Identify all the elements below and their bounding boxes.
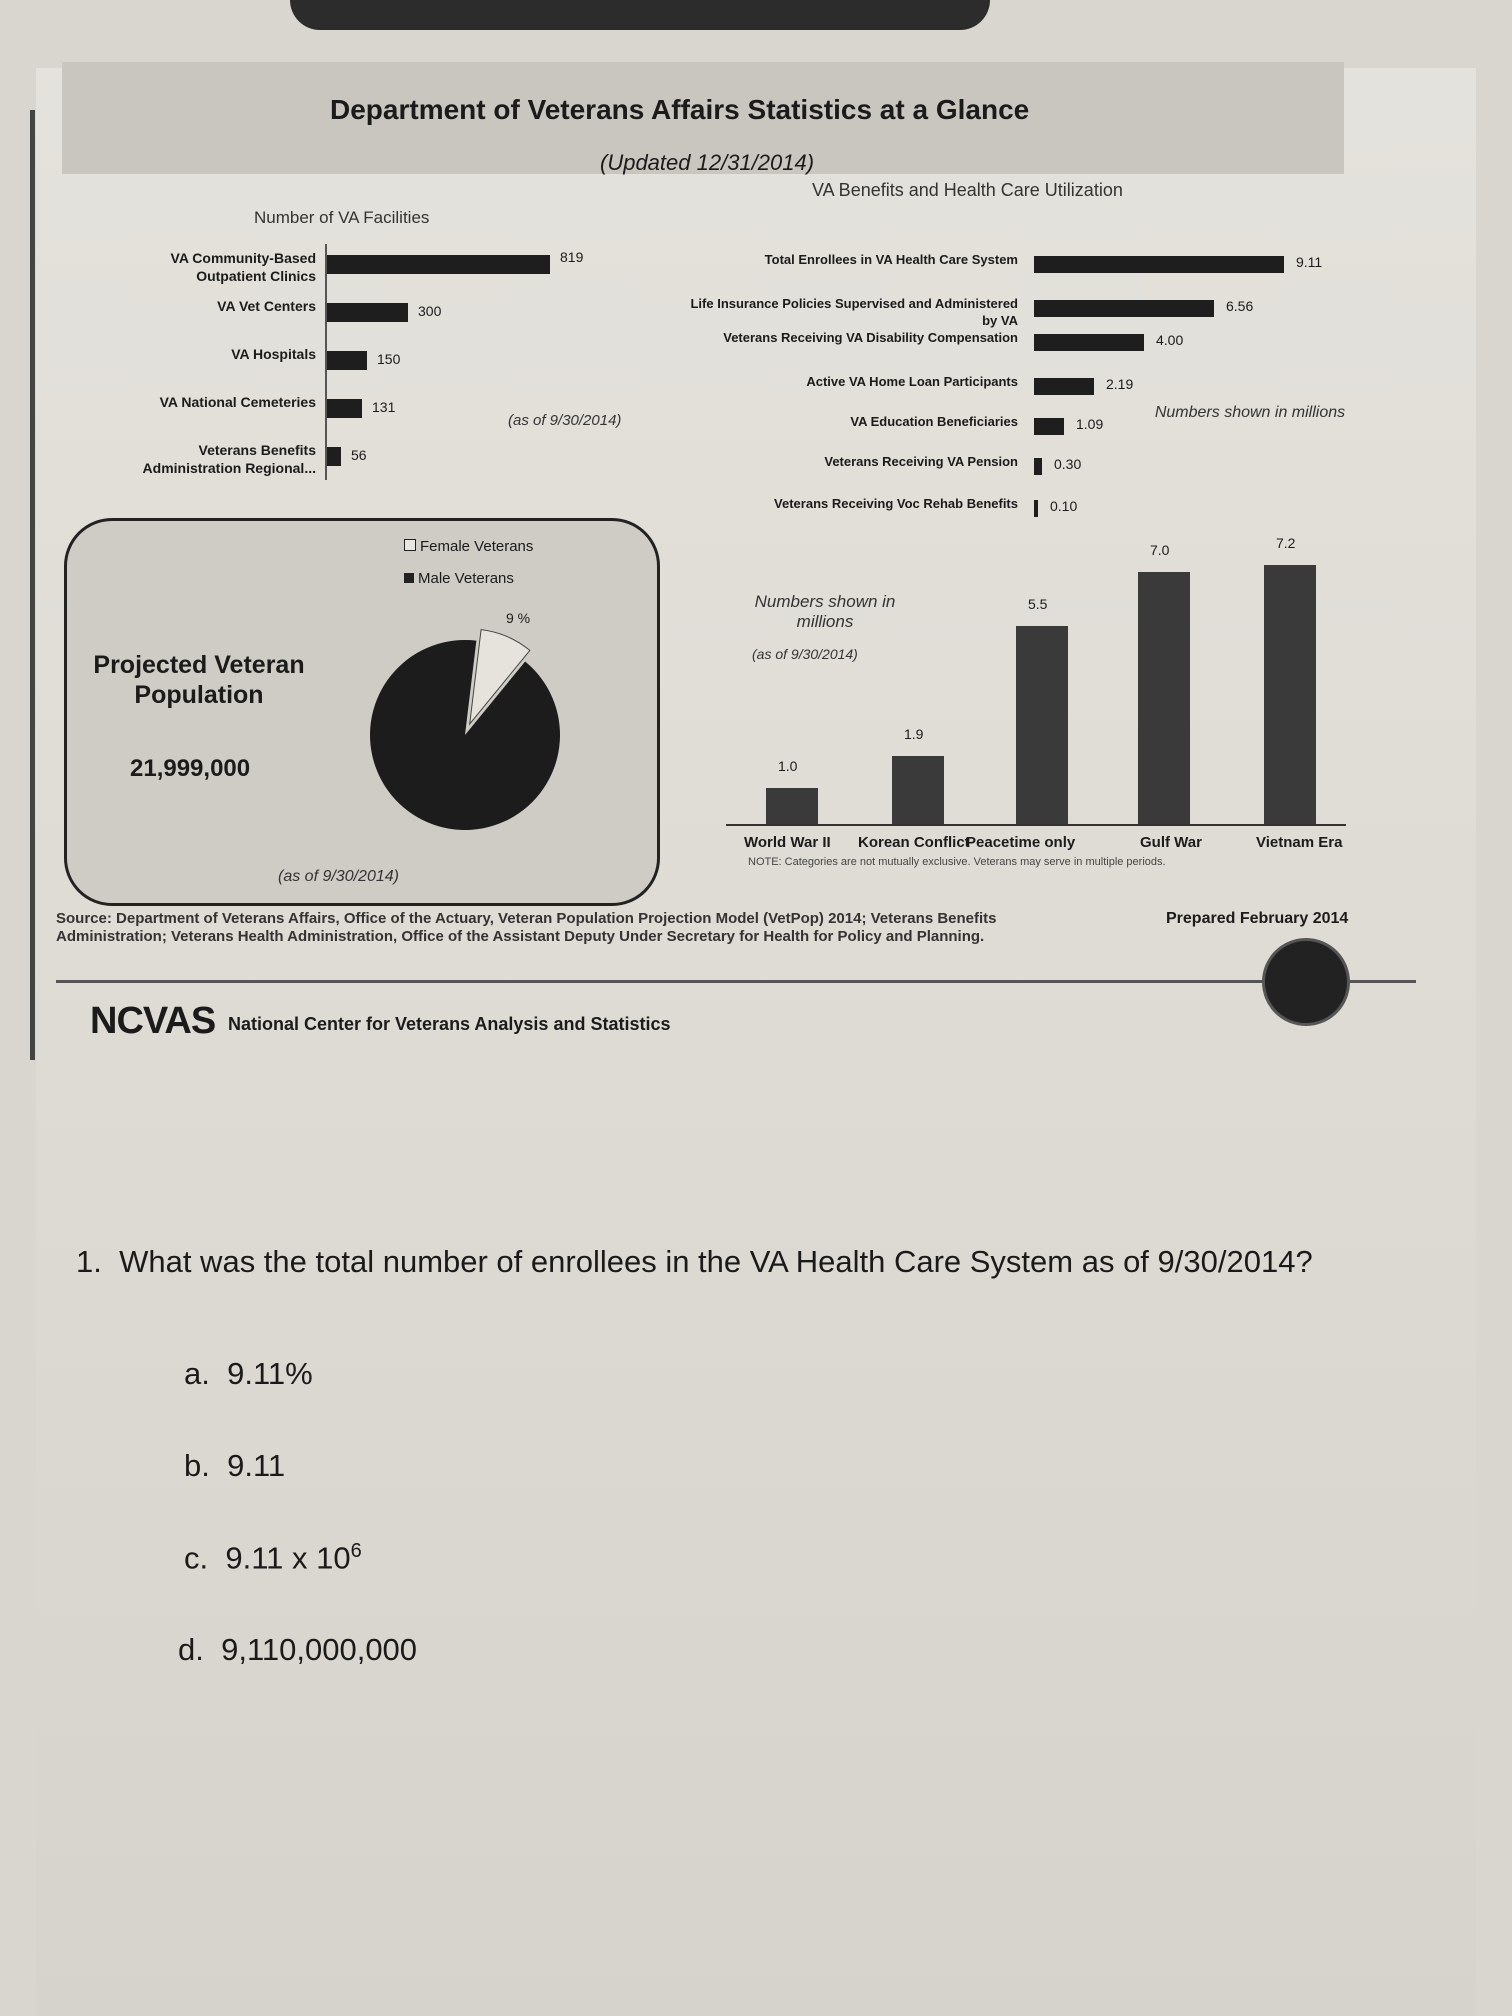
era-bar [766,788,818,824]
legend-female-swatch [404,539,416,551]
population-as-of: (as of 9/30/2014) [278,868,399,885]
benefit-value: 6.56 [1226,298,1254,314]
footer-rule [56,980,1416,983]
era-as-of: (as of 9/30/2014) [752,646,858,662]
era-value: 1.9 [904,726,924,742]
era-category: Gulf War [1140,834,1202,851]
prepared-date: Prepared February 2014 [1166,910,1349,927]
page-title: Department of Veterans Affairs Statistics at a Glance [330,94,1030,125]
benefit-label: Active VA Home Loan Participants [806,374,1018,389]
benefit-label: VA Education Beneficiaries [850,414,1018,429]
benefit-bar [1034,300,1214,317]
facility-bar [326,447,341,466]
page-subtitle: (Updated 12/31/2014) [600,150,815,175]
option-a: a. 9.11% [184,1356,313,1391]
ncvas-logo: NCVAS [90,1000,216,1042]
facility-bar [326,351,367,370]
facility-label: VA Hospitals [231,346,316,362]
legend-male: Male Veterans [404,570,514,587]
facility-value: 819 [560,249,584,265]
era-category: Vietnam Era [1256,834,1343,851]
facility-label: Veterans Benefits Administration Regional... [142,442,316,476]
era-axis [726,824,1346,826]
question [76,1244,1313,1280]
pie-slice-male [370,640,560,830]
era-bar [1264,565,1316,824]
photo-shadow [290,0,990,30]
benefit-label: Veterans Receiving VA Disability Compensation [723,330,1018,345]
benefit-value: 0.30 [1054,456,1082,472]
benefit-label: Total Enrollees in VA Health Care System [764,252,1018,267]
era-category: Peacetime only [966,834,1076,851]
option-c: c. 9.11 x $10^6$ [184,1540,362,1576]
benefit-value: 9.11 [1296,254,1323,270]
era-bar [1016,626,1068,824]
facility-value: 300 [418,303,442,319]
era-value: 7.0 [1150,542,1170,558]
legend-female: Female Veterans [404,538,533,555]
benefit-bar [1034,256,1284,273]
benefit-label: Veterans Receiving VA Pension [824,454,1018,469]
benefit-bar [1034,500,1038,517]
benefit-value: 2.19 [1106,376,1134,392]
era-category: World War II [744,834,831,851]
facility-label: VA National Cemeteries [159,394,316,410]
facility-value: 56 [351,447,367,463]
benefit-bar [1034,418,1064,435]
va-seal-icon [1262,938,1350,1026]
legend-male-swatch [404,573,414,583]
facility-value: 131 [372,399,396,415]
sheet-edge [30,110,35,1060]
benefits-heading: VA Benefits and Health Care Utilization [812,180,1123,200]
era-bar [1138,572,1190,824]
facilities-heading: Number of VA Facilities [254,208,430,227]
population-pie [360,620,570,830]
facility-bar [326,255,550,274]
era-footnote: NOTE: Categories are not mutually exclusive. Veterans may serve in multiple periods. [748,856,1166,868]
era-note: Numbers shown in millions [754,592,896,631]
benefit-label: Life Insurance Policies Supervised and Administered by VA [690,296,1018,328]
benefit-bar [1034,334,1144,351]
benefit-bar [1034,378,1094,395]
facility-bar [326,303,408,322]
facility-value: 150 [377,351,401,367]
population-label: Projected Veteran Population [93,651,305,709]
era-value: 5.5 [1028,596,1048,612]
facility-axis [325,244,327,480]
facilities-as-of: (as of 9/30/2014) [508,412,622,429]
era-value: 1.0 [778,758,798,774]
benefits-note: Numbers shown in millions [1154,404,1346,421]
benefit-value: 4.00 [1156,332,1184,348]
benefit-value: 1.09 [1076,416,1104,432]
era-bar [892,756,944,824]
question-number: 1. [76,1244,102,1279]
era-category: Korean Conflict [858,834,970,851]
option-b: b. 9.11 [184,1448,286,1483]
facility-bar [326,399,362,418]
ncvas-full-name: National Center for Veterans Analysis and Statistics [228,1014,671,1034]
population-value: 21,999,000 [130,755,251,782]
facility-label: VA Community-Based Outpatient Clinics [170,250,316,284]
benefit-value: 0.10 [1050,498,1078,514]
source-note: Source: Department of Veterans Affairs, Office of the Actuary, Veteran Population Projection Model (VetPop) 2014; Veterans Benefits Administration; Veterans Health Administration, Office of the Assistant Deputy Under Secretary for Health for Policy and Planning. [56,910,997,945]
era-value: 7.2 [1276,535,1296,551]
benefit-bar [1034,458,1042,475]
question-text: What was the total number of enrollees in the VA Health Care System as of 9/30/2014? [119,1244,1313,1279]
facility-label: VA Vet Centers [217,298,316,314]
option-d: d. 9,110,000,000 [178,1632,418,1667]
benefit-label: Veterans Receiving Voc Rehab Benefits [774,496,1018,511]
pie-female-pct: 9 % [506,610,531,626]
